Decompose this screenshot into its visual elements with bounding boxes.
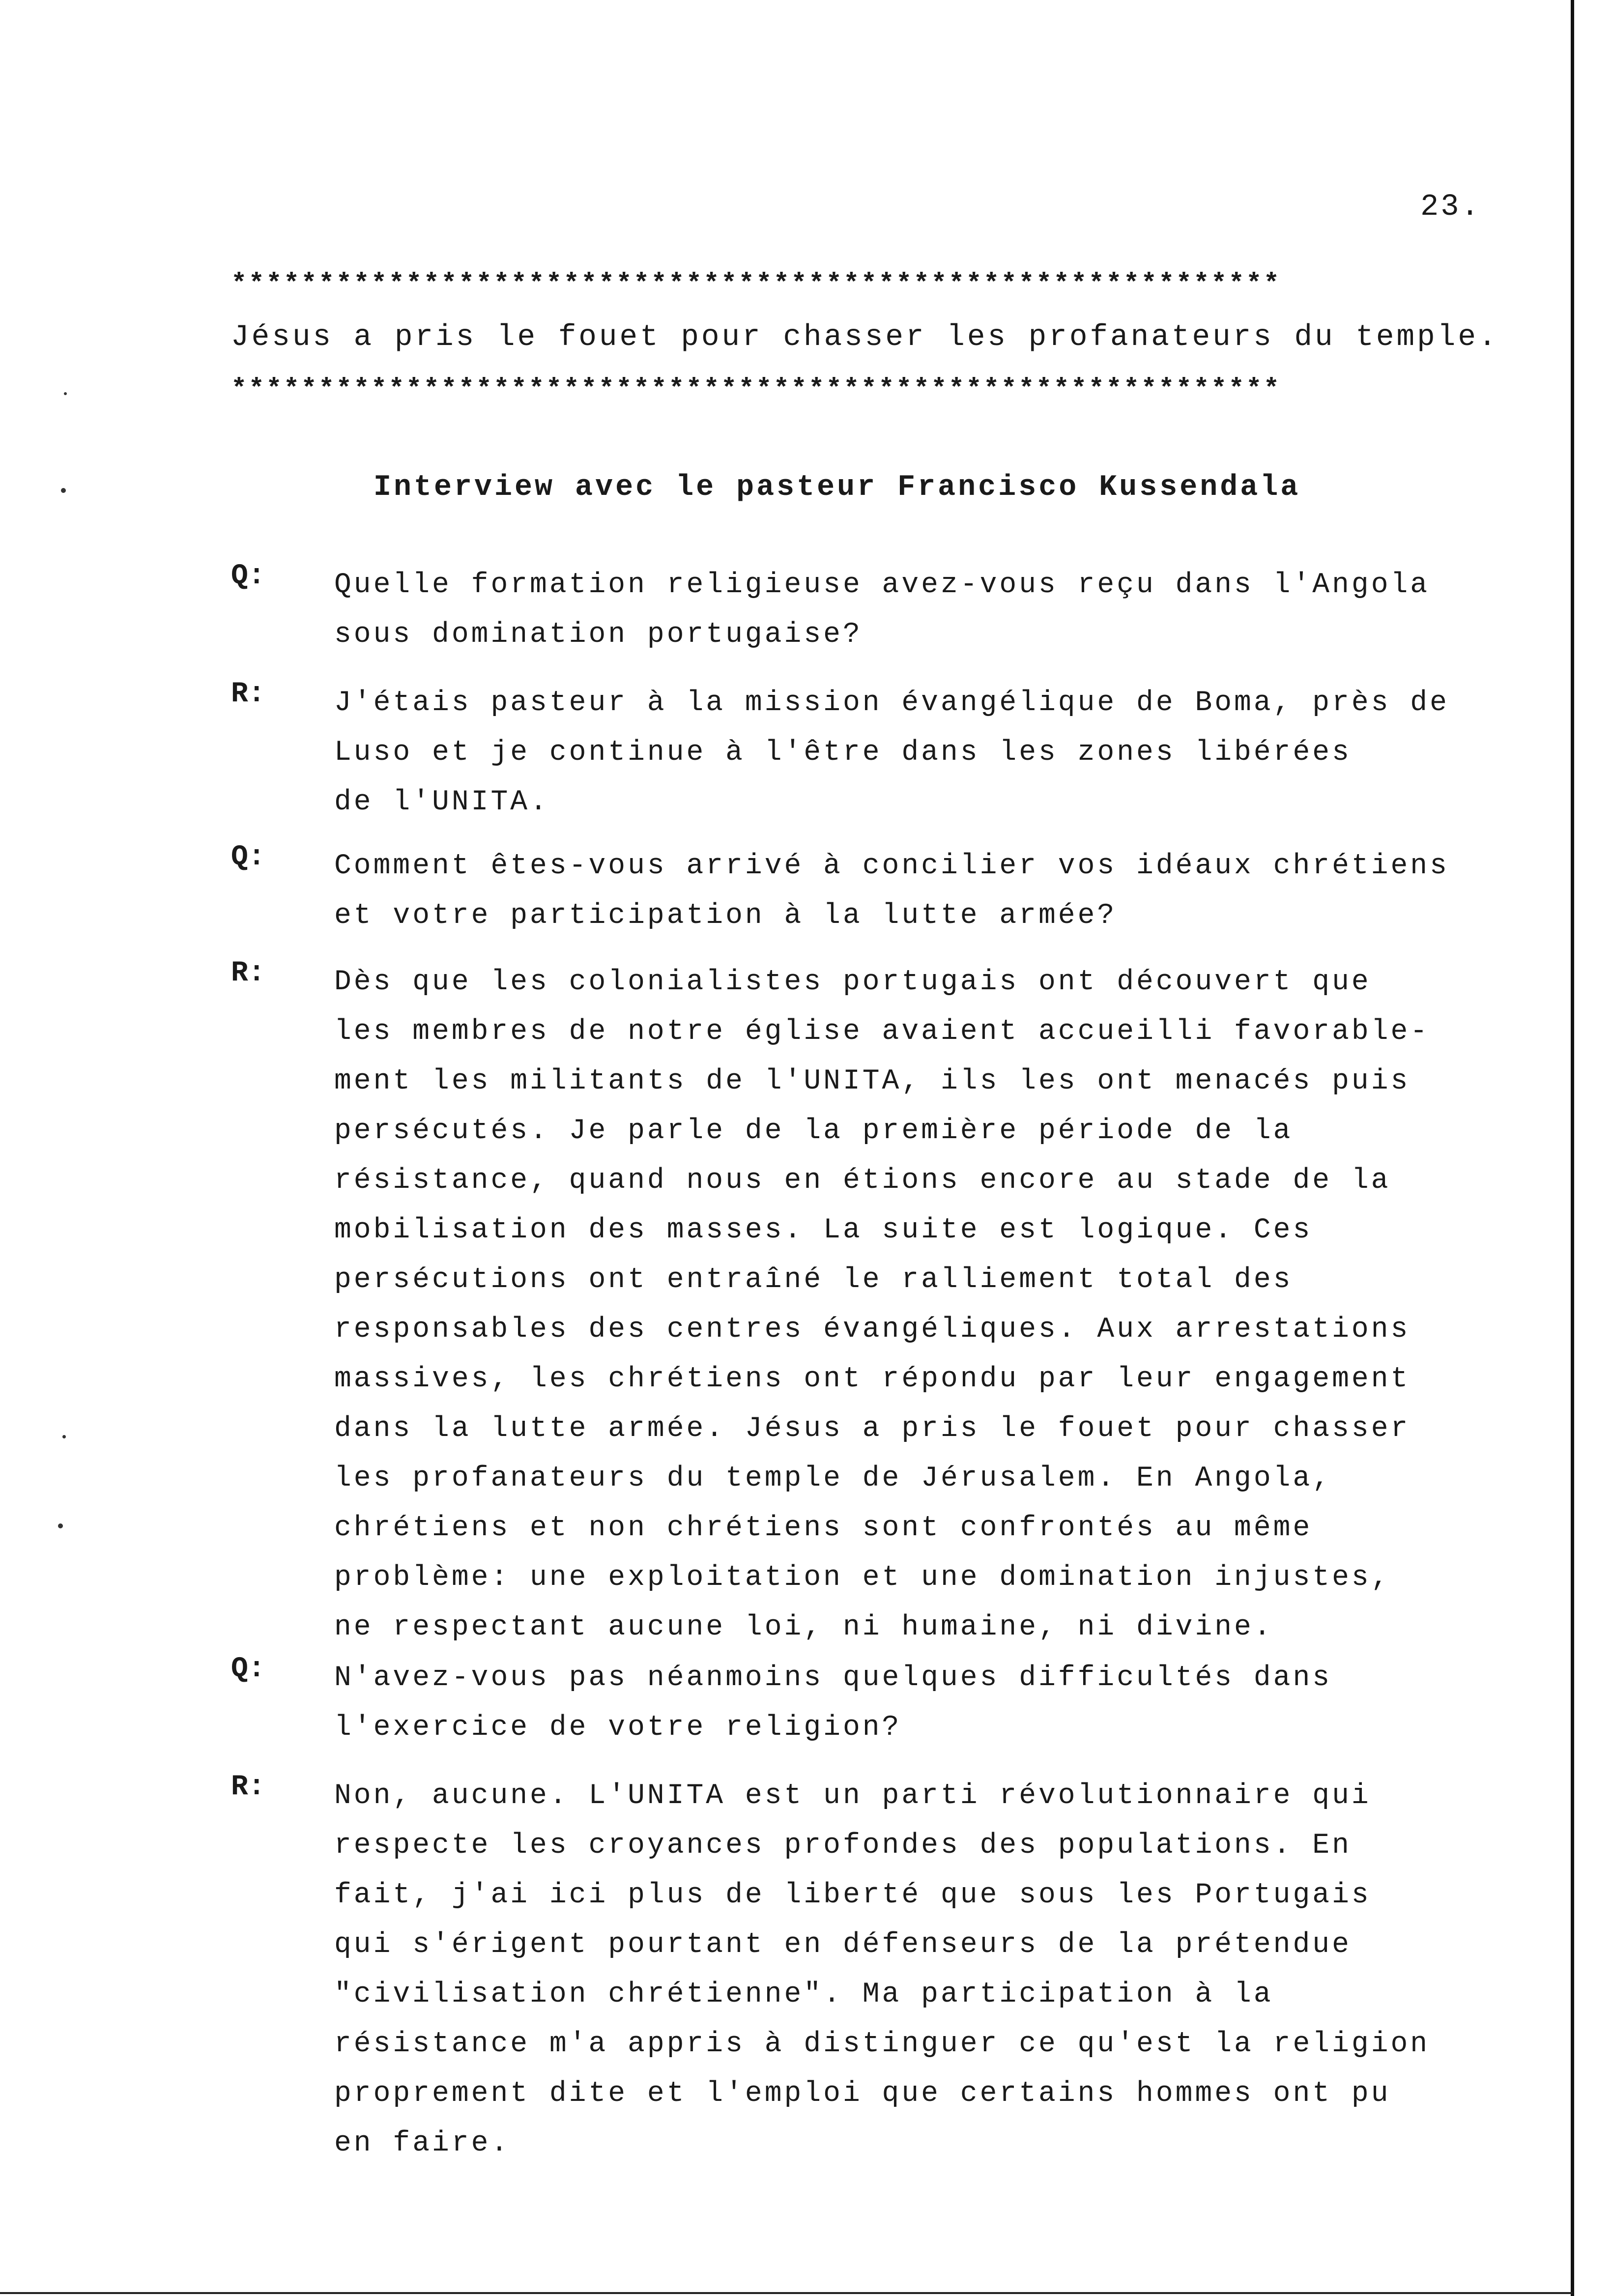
qa-text: J'étais pasteur à la mission évangélique de Boma, près de Luso et je continue à l'être dans les zones libérées de l'UNITA. [334, 687, 1449, 818]
qa-text: Dès que les colonialistes portugais ont découvert que les membres de notre église avaient accueilli favorable- ment les militants de l'UNITA, ils les ont menacés puis persécutés. Je parle de la première période de la résistance, quand nous en étions encore au stade de la mobilisation des masses. La suite est logique. Ces persécutions ont entraîné le ralliement total des responsables des centres évangéliques. Aux arrestations massives, les chrétiens ont répondu par leur engagement dans la lutte armée. Jésus a pris le fouet pour chasser les profanateurs du temple de Jérusalem. En Angola, chrétiens et non chrétiens sont confrontés au même problème: une exploitation et une domination injustes, ne respectant aucune loi, ni humaine, ni divine. [334, 966, 1430, 1643]
qa-label: R: [231, 678, 265, 710]
margin-speck [64, 392, 67, 395]
qa-text: Quelle formation religieuse avez-vous reçu dans l'Angola sous domination portugaise? [334, 569, 1430, 651]
page-bottom-line [0, 2292, 1573, 2294]
headline: Jésus a pris le fouet pour chasser les profanateurs du temple. [231, 320, 1499, 354]
qa-label: Q: [231, 1653, 265, 1685]
margin-speck [58, 1523, 63, 1528]
qa-text: Non, aucune. L'UNITA est un parti révolutionnaire qui respecte les croyances profondes des populations. En fait, j'ai ici plus de liberté que sous les Portugais qui s'érigent pourtant en défenseurs de la prétendue "civilisation chrétienne". Ma participation à la résistance m'a appris à distinguer ce qu'est la religion proprement dite et l'emploi que certains hommes ont pu en faire. [334, 1780, 1430, 2159]
qa-text: N'avez-vous pas néanmoins quelques difficultés dans l'exercice de votre religion? [334, 1662, 1332, 1744]
qa-label: Q: [231, 560, 265, 592]
page-edge-line [1571, 0, 1574, 2296]
margin-speck [62, 1435, 66, 1438]
qa-label: R: [231, 1771, 265, 1803]
qa-label: Q: [231, 841, 265, 873]
margin-speck [61, 488, 66, 493]
asterisk-rule-top: ************************************************************ [231, 269, 1281, 299]
interview-title: Interview avec le pasteur Francisco Kussendala [374, 471, 1301, 504]
asterisk-rule-bottom: ************************************************************ [231, 374, 1281, 404]
qa-text: Comment êtes-vous arrivé à concilier vos idéaux chrétiens et votre participation à la lutte armée? [334, 850, 1449, 932]
page-number: 23. [1420, 189, 1481, 224]
qa-label: R: [231, 957, 265, 989]
